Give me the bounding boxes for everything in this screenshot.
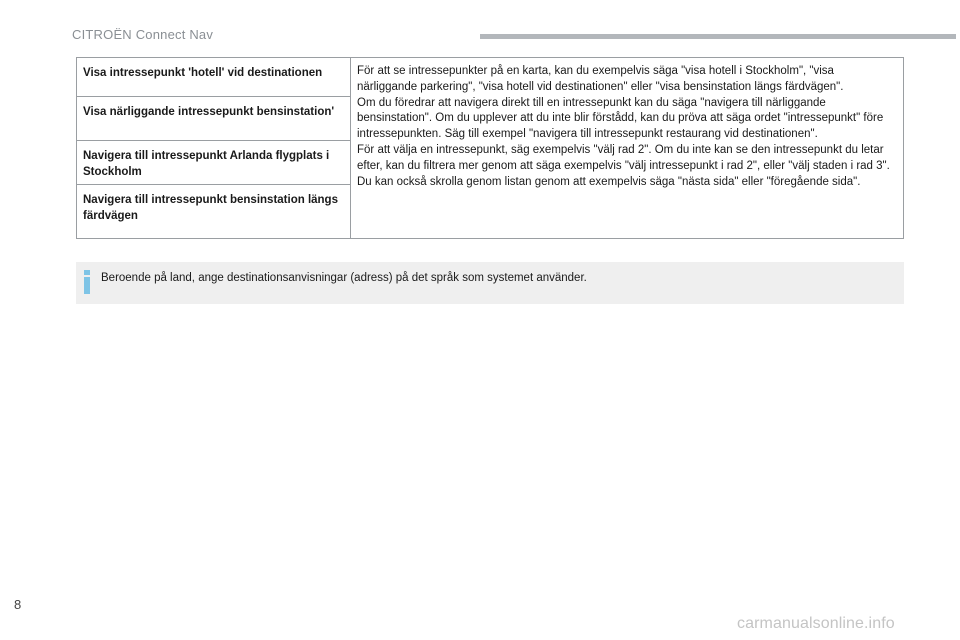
command-cell: Visa intressepunkt 'hotell' vid destinationen xyxy=(77,58,350,97)
header-bar xyxy=(480,34,956,39)
command-cell: Navigera till intressepunkt Arlanda flygplats i Stockholm xyxy=(77,141,350,185)
command-cell: Visa närliggande intressepunkt bensinstation' xyxy=(77,97,350,141)
description-column xyxy=(351,58,903,238)
command-cell: Navigera till intressepunkt bensinstation längs färdvägen xyxy=(83,194,338,222)
voice-command-table xyxy=(76,57,904,239)
page-number: 8 xyxy=(14,597,22,612)
note-text: Beroende på land, ange destinationsanvisningar (adress) på det språk som systemet använder. xyxy=(101,272,587,284)
description-paragraph: Om du föredrar att navigera direkt till en intressepunkt kan du säga "navigera till närliggande bensinstation". Om du upplever att du inte blir förstådd, kan du pröva att säga ordet "intressepunkt" före intressepunkten. Säg till exempel "navigera till intressepunkt restaurang vid destinationen". xyxy=(357,96,884,141)
description-paragraph: För att välja en intressepunkt, säg exempelvis "välj rad 2". Om du inte kan se den intressepunkt du letar efter, kan du filtrera mer genom att säga exempelvis "välj intressepunkt i rad 2", eller "välj staden i rad 3". Du kan också skrolla genom listan genom att exempelvis säga "nästa sida" eller "föregående sida". xyxy=(357,143,890,188)
description-paragraph: För att se intressepunkter på en karta, kan du exempelvis säga "visa hotell i Stockholm", "visa närliggande parkering", "visa hotell vid destinationen" eller "visa bensinstation längs färdvägen". xyxy=(357,65,844,93)
watermark: carmanualsonline.info xyxy=(737,615,895,632)
info-note xyxy=(76,262,904,304)
info-icon xyxy=(83,270,91,294)
command-column xyxy=(77,58,351,238)
page-header-title: CITROËN Connect Nav xyxy=(72,27,214,42)
